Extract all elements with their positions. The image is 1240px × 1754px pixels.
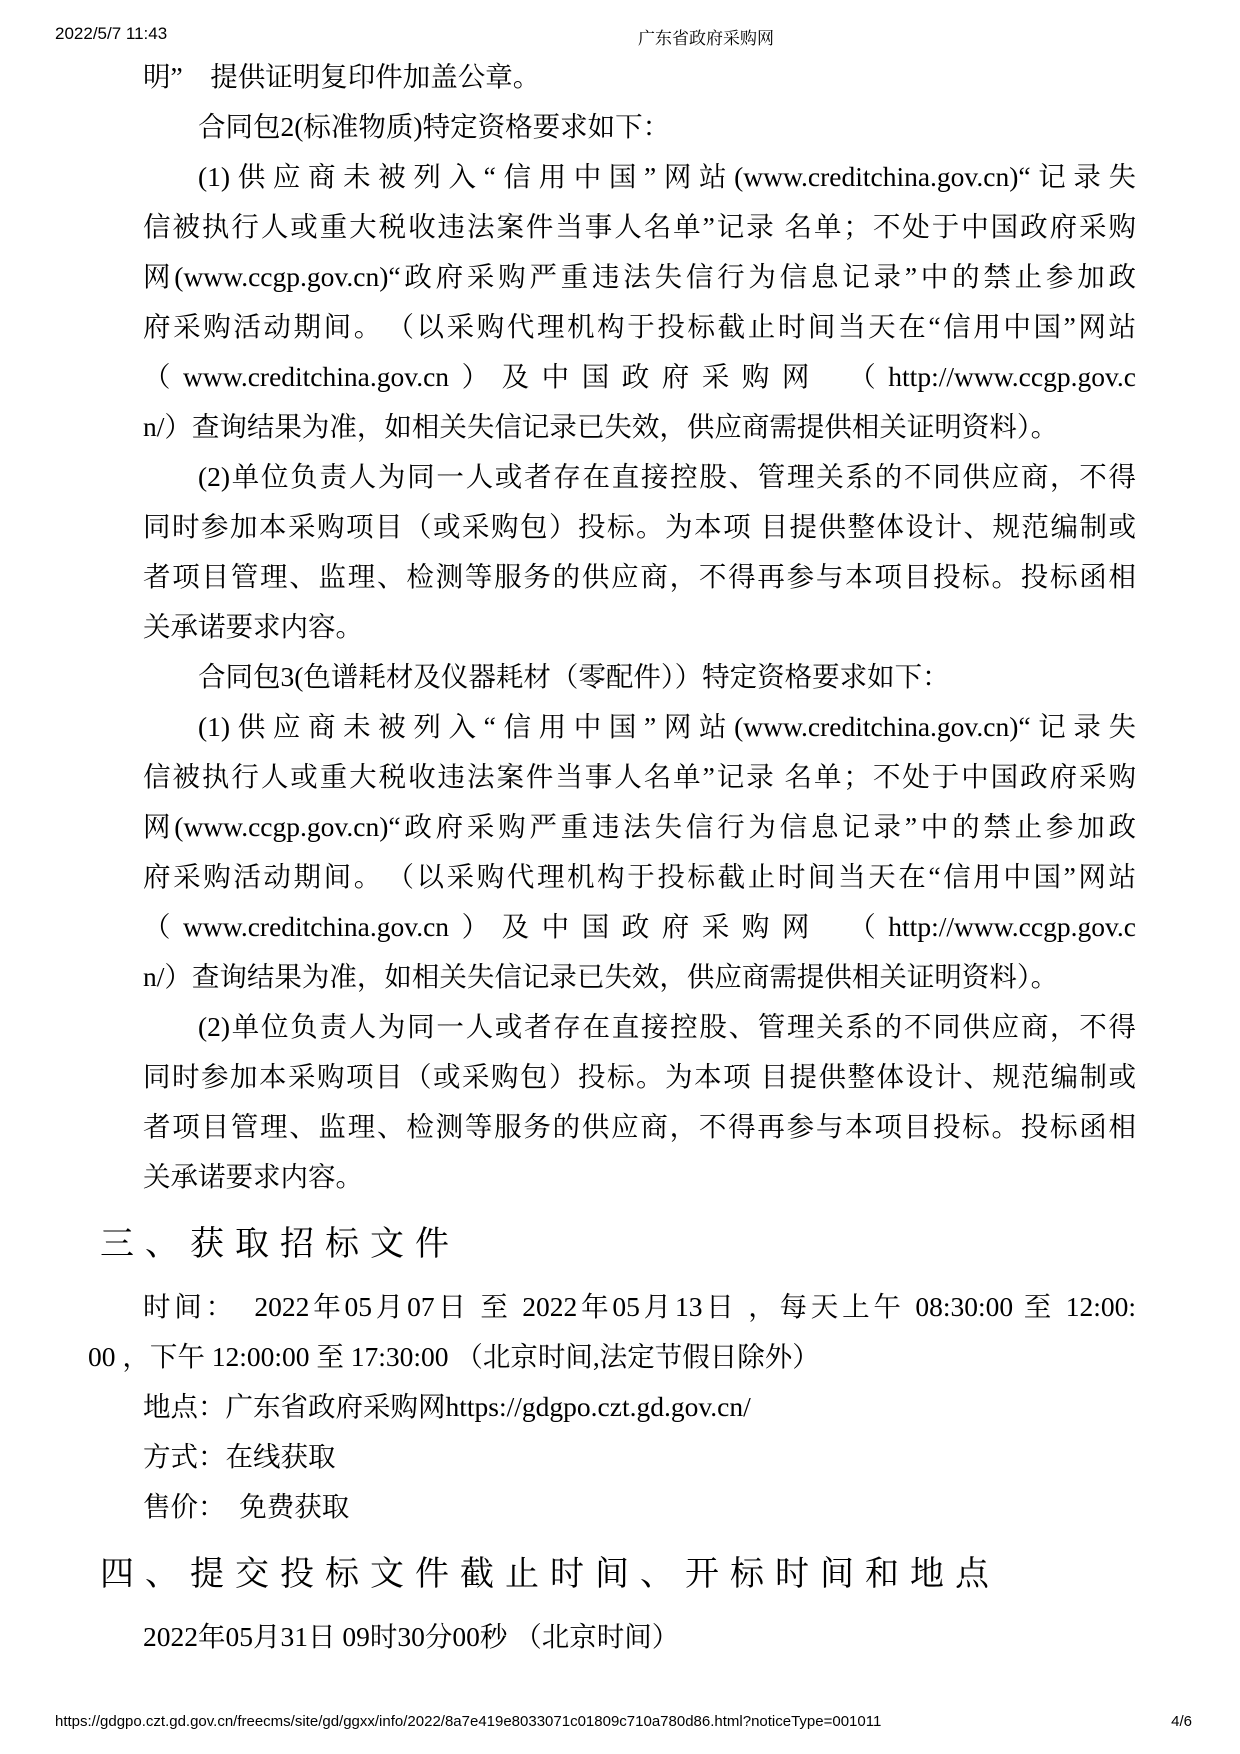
text-line: (2)单位负责人为同一人或者存在直接控股、管理关系的不同供应商，不得 [198,1011,1136,1042]
text-line: (1)供应商未被列入“信用中国”网站(www.creditchina.gov.cn)“记录失 [198,711,1136,742]
text-line: 2022年05月31日 09时30分00秒 （北京时间） [143,1621,680,1652]
doc-method-line [88,1432,1136,1482]
text-line: 00 ，下午 12:00:00 至 17:30:00 （北京时间,法定节假日除外） [88,1341,820,1372]
section-3-heading [100,1224,1136,1266]
text-line: 者项目管理、监理、检测等服务的供应商，不得再参与本项目投标。投标函相 [143,561,1136,592]
doc-time-line [88,1282,1136,1382]
text-line: 同时参加本采购项目（或采购包）投标。为本项 目提供整体设计、规范编制或 [143,511,1136,542]
text-line: (2)单位负责人为同一人或者存在直接控股、管理关系的不同供应商，不得 [198,461,1136,492]
text-line: (1)供应商未被列入“信用中国”网站(www.creditchina.gov.cn)“记录失 [198,161,1136,192]
text-line: n/）查询结果为准，如相关失信记录已失效，供应商需提供相关证明资料）。 [143,411,1059,442]
site-title: 广东省政府采购网 [638,29,774,48]
package2-requirement-2 [143,452,1136,652]
text-line: 关承诺要求内容。 [143,1161,363,1192]
package3-requirement-2 [143,1002,1136,1202]
package2-requirement-1 [143,152,1136,452]
print-header [0,24,1240,46]
doc-price-line [88,1482,1136,1532]
print-datetime: 2022/5/7 11:43 [55,24,168,43]
text-line: （www.creditchina.gov.cn）及中国政府采购网 （http://www.ccgp.gov.c [143,911,1136,942]
text-line: 网(www.ccgp.gov.cn)“政府采购严重违法失信行为信息记录”中的禁止参加政 [143,811,1136,842]
text-line: 网(www.ccgp.gov.cn)“政府采购严重违法失信行为信息记录”中的禁止参加政 [143,261,1136,292]
footer-url: https://gdgpo.czt.gd.gov.cn/freecms/site/gd/ggxx/info/2022/8a7e419e8033071c01809c710a780d86.html?noticeType=001011 [55,1713,882,1730]
text-line: 信被执行人或重大税收违法案件当事人名单”记录 名单；不处于中国政府采购 [143,211,1136,242]
text-line: 合同包2(标准物质)特定资格要求如下： [198,111,671,142]
text-line: 售价： 免费获取 [143,1491,350,1522]
text-line: n/）查询结果为准，如相关失信记录已失效，供应商需提供相关证明资料）。 [143,961,1059,992]
text-line: 地点：广东省政府采购网https://gdgpo.czt.gd.gov.cn/ [143,1391,751,1422]
text-line: 府采购活动期间。 （以采购代理机构于投标截止时间当天在“信用中国”网站 [143,311,1136,342]
text-line: 三、获取招标文件 [100,1226,460,1263]
package2-requirements-title [143,102,1136,152]
text-line: 府采购活动期间。 （以采购代理机构于投标截止时间当天在“信用中国”网站 [143,861,1136,892]
text-line: （www.creditchina.gov.cn）及中国政府采购网 （http://www.ccgp.gov.c [143,361,1136,392]
text-line: 四、提交投标文件截止时间、开标时间和地点 [100,1556,1000,1593]
text-line: 合同包3(色谱耗材及仪器耗材（零配件））特定资格要求如下： [198,661,950,692]
package3-requirements-title [143,652,1136,702]
text-line: 明” 提供证明复印件加盖公章。 [143,61,541,92]
text-line: 关承诺要求内容。 [143,611,363,642]
text-line: 方式：在线获取 [143,1441,336,1472]
section-4-heading [100,1554,1136,1596]
text-line: 同时参加本采购项目（或采购包）投标。为本项 目提供整体设计、规范编制或 [143,1061,1136,1092]
page-indicator: 4/6 [1171,1713,1192,1730]
text-line: 信被执行人或重大税收违法案件当事人名单”记录 名单；不处于中国政府采购 [143,761,1136,792]
doc-location-line [88,1382,1136,1432]
print-footer [55,1713,1192,1730]
package3-requirement-1 [143,702,1136,1002]
deadline-datetime-line [88,1612,1136,1662]
paragraph-continuation [143,52,1136,102]
text-line: 者项目管理、监理、检测等服务的供应商，不得再参与本项目投标。投标函相 [143,1111,1136,1142]
text-line: 时间： 2022年05月07日 至 2022年05月13日 ，每天上午 08:30:00 至 12:00: [143,1291,1136,1322]
